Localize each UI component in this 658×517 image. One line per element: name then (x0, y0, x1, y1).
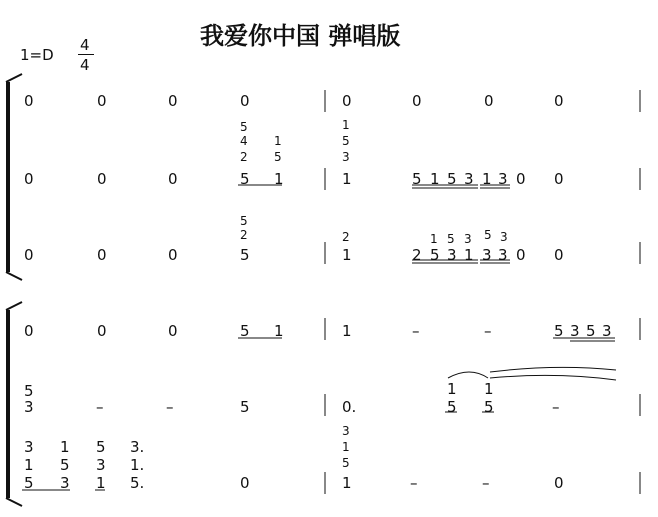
note: 3 (60, 474, 70, 492)
note: – (552, 398, 560, 416)
chord-note: 3 (464, 232, 472, 246)
chord-note: 4 (240, 134, 248, 148)
note: 0 (484, 92, 494, 110)
note: 0 (97, 92, 107, 110)
note: 1 (24, 456, 34, 474)
tie (490, 367, 616, 372)
chord-note: 1 (342, 440, 350, 454)
note: 0 (24, 170, 34, 188)
note: 0 (168, 246, 178, 264)
note: 0. (342, 398, 357, 416)
note: 0 (554, 246, 564, 264)
note: 3 (498, 170, 508, 188)
note: 0 (168, 92, 178, 110)
chord-note: 5 (342, 456, 350, 470)
note: 1 (274, 170, 284, 188)
note: 5 (240, 322, 250, 340)
note: 5 (24, 474, 34, 492)
note: 5 (240, 398, 250, 416)
system1-bracket-bottom (6, 272, 22, 280)
chord-note: 1 (342, 118, 350, 132)
note: 5 (240, 246, 250, 264)
note: 5 (484, 398, 494, 416)
note: 0 (554, 92, 564, 110)
note: 5 (554, 322, 564, 340)
chord-note: 3 (342, 424, 350, 438)
note: 1 (464, 246, 474, 264)
note: 3 (96, 456, 106, 474)
chord-note: 1 (430, 232, 438, 246)
chord-note: 2 (240, 150, 248, 164)
time-denominator: 4 (80, 56, 90, 74)
note: – (166, 398, 174, 416)
note: 3 (602, 322, 612, 340)
note: 1 (484, 380, 494, 398)
note: 3 (464, 170, 474, 188)
note: 0 (240, 474, 250, 492)
note: – (410, 474, 418, 492)
note: 5 (96, 438, 106, 456)
note: 1 (342, 246, 352, 264)
note: 5. (130, 474, 145, 492)
note: 1 (60, 438, 70, 456)
chord-note: 2 (240, 228, 248, 242)
note: – (96, 398, 104, 416)
note: 0 (516, 170, 526, 188)
note: 3 (24, 438, 34, 456)
chord-note: 3 (342, 150, 350, 164)
note: 1 (274, 322, 284, 340)
note: 5 (412, 170, 422, 188)
system1-bracket (6, 82, 10, 272)
note: – (482, 474, 490, 492)
note: 5 (447, 170, 457, 188)
note: 0 (24, 92, 34, 110)
chord-note: 1 (274, 134, 282, 148)
note: 5 (24, 382, 34, 400)
system1-bracket-top (6, 74, 22, 82)
note: 0 (168, 170, 178, 188)
note: 0 (516, 246, 526, 264)
note: 3 (498, 246, 508, 264)
note: 0 (342, 92, 352, 110)
chord-note: 2 (342, 230, 350, 244)
note: 3 (570, 322, 580, 340)
chord-note: 5 (484, 228, 492, 242)
note: 5 (60, 456, 70, 474)
note: 0 (240, 92, 250, 110)
system2-bracket-bottom (6, 498, 22, 506)
note: 1 (447, 380, 457, 398)
chord-note: 5 (240, 120, 248, 134)
chord-note: 5 (447, 232, 455, 246)
note: 3 (24, 398, 34, 416)
system2-bracket (6, 310, 10, 498)
note: 2 (412, 246, 422, 264)
note: 3 (447, 246, 457, 264)
note: 0 (97, 170, 107, 188)
chord-note: 5 (240, 214, 248, 228)
note: – (484, 322, 492, 340)
tie (490, 375, 616, 380)
page-title: 我爱你中国 弹唱版 (200, 22, 401, 50)
time-numerator: 4 (80, 36, 90, 54)
note: 5 (586, 322, 596, 340)
note: 3. (130, 438, 145, 456)
note: 0 (554, 474, 564, 492)
note: 0 (168, 322, 178, 340)
note: 1 (342, 474, 352, 492)
note: 0 (24, 322, 34, 340)
note: 1 (342, 170, 352, 188)
system2-bracket-top (6, 302, 22, 310)
note: 1 (430, 170, 440, 188)
chord-note: 5 (274, 150, 282, 164)
note: 0 (97, 246, 107, 264)
note: 0 (412, 92, 422, 110)
note: 3 (482, 246, 492, 264)
note: 1 (342, 322, 352, 340)
key-signature: 1=D (20, 46, 54, 64)
note: 1 (482, 170, 492, 188)
slur (448, 372, 488, 378)
note: 1. (130, 456, 145, 474)
note: 0 (97, 322, 107, 340)
note: – (412, 322, 420, 340)
note: 0 (554, 170, 564, 188)
chord-note: 5 (342, 134, 350, 148)
note: 5 (240, 170, 250, 188)
chord-note: 3 (500, 230, 508, 244)
note: 5 (430, 246, 440, 264)
note: 1 (96, 474, 106, 492)
note: 0 (24, 246, 34, 264)
note: 5 (447, 398, 457, 416)
